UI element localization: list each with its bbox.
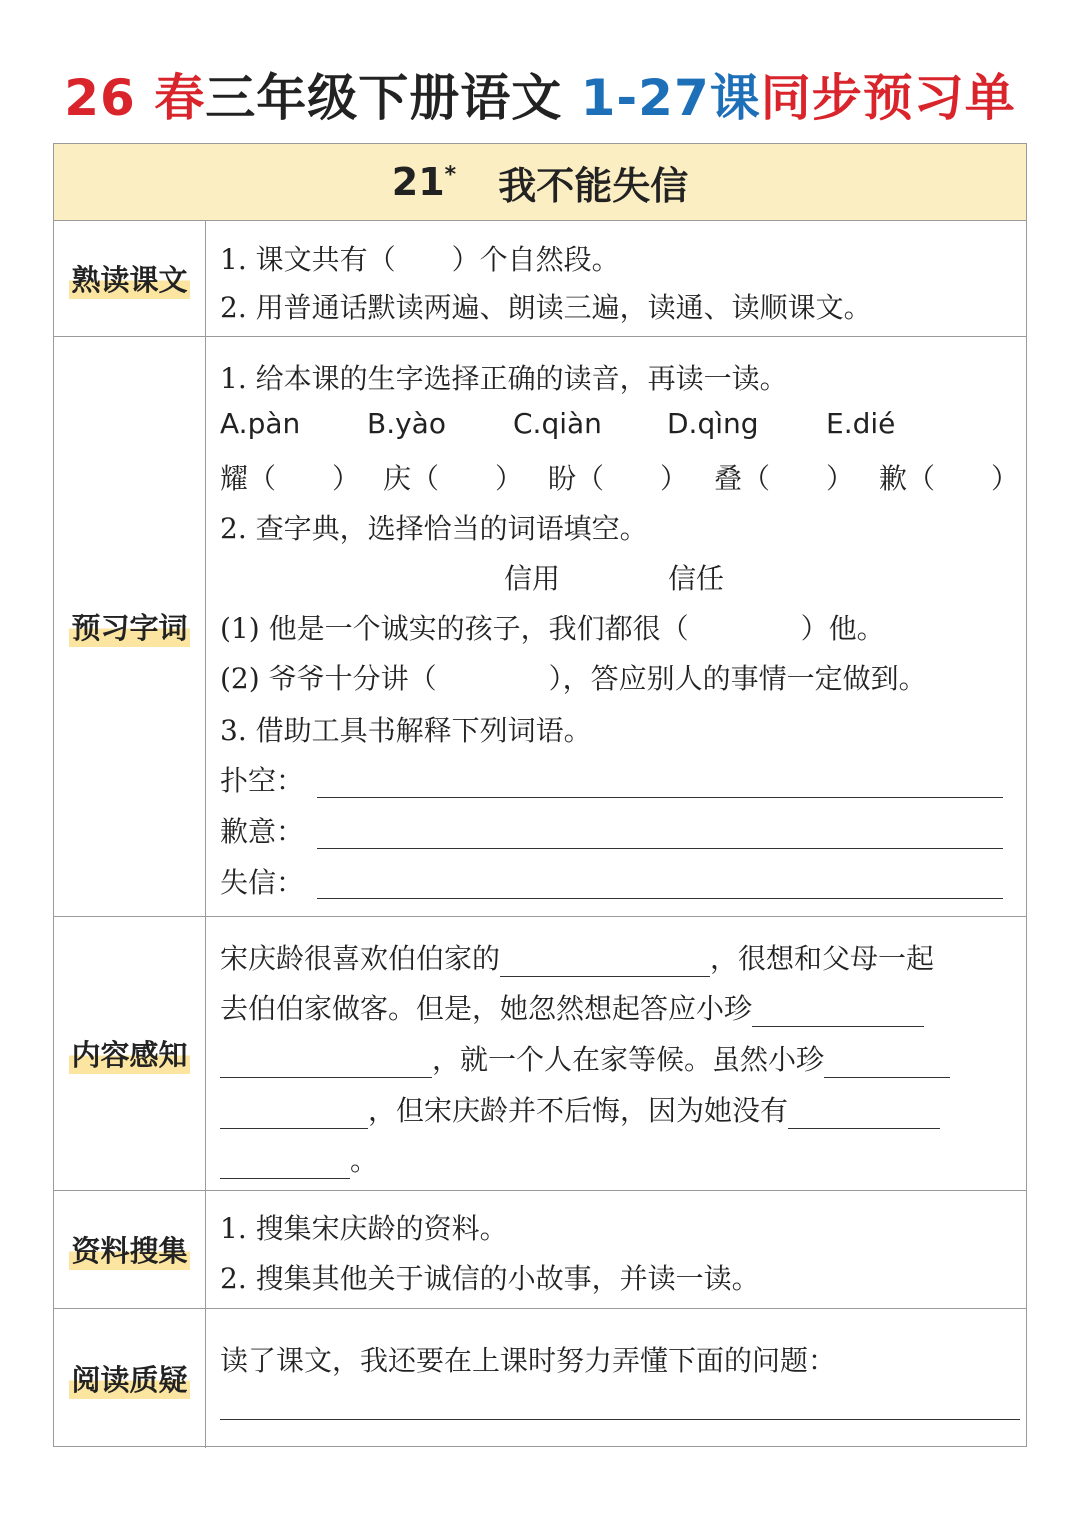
answer-line[interactable] xyxy=(317,898,1003,899)
term-label: 失信： xyxy=(220,866,305,899)
section-words xyxy=(54,337,1026,917)
content-line-1: 宋庆龄很喜欢伯伯家的 ，很想和父母一起 xyxy=(220,942,935,975)
title-range: 1-27 xyxy=(580,69,710,127)
content-line-5: 。 xyxy=(220,1139,378,1179)
read-item-1: 1. 课文共有（ ）个自然段。 xyxy=(220,243,620,276)
content-line-3: ，就一个人在家等候。虽然小珍 xyxy=(220,1038,950,1078)
words-question-1: 1. 给本课的生字选择正确的读音，再读一读。 xyxy=(220,362,788,395)
worksheet-table xyxy=(53,143,1027,1447)
fill-blank[interactable] xyxy=(220,1098,368,1129)
char-blank[interactable]: 盼（ ） xyxy=(548,462,689,495)
content-line-2: 去伯伯家做客。但是，她忽然想起答应小珍 xyxy=(220,987,924,1027)
title-lesson-word: 课 xyxy=(709,69,761,127)
title-term: 26 春 xyxy=(64,69,206,127)
lesson-header xyxy=(54,144,1026,221)
fill-sentence-1[interactable]: (1) 他是一个诚实的孩子，我们都很（ ）他。 xyxy=(220,612,885,645)
words-question-2: 2. 查字典，选择恰当的词语填空。 xyxy=(220,512,648,545)
section-label: 阅读质疑 xyxy=(69,1358,189,1399)
title-subtitle: 同步预习单 xyxy=(760,69,1016,127)
char-blank[interactable]: 歉（ ） xyxy=(879,462,1020,495)
answer-line[interactable] xyxy=(317,848,1003,849)
page-title xyxy=(0,58,1080,128)
section-label: 预习字词 xyxy=(69,606,189,647)
char-blank[interactable]: 叠（ ） xyxy=(714,462,855,495)
fill-blank[interactable] xyxy=(220,1047,432,1078)
char-blank[interactable]: 耀（ ） xyxy=(220,462,361,495)
section-label: 熟读课文 xyxy=(69,258,189,299)
fill-blank[interactable] xyxy=(788,1098,940,1129)
pinyin-option: C.qiàn xyxy=(513,407,602,440)
pinyin-option: E.dié xyxy=(826,407,896,440)
read-item-2: 2. 用普通话默读两遍、朗读三遍，读通、读顺课文。 xyxy=(220,291,872,324)
answer-line[interactable] xyxy=(317,797,1003,798)
content-line-4: ，但宋庆龄并不后悔，因为她没有 xyxy=(220,1089,940,1129)
word-choice: 信用 xyxy=(504,562,561,595)
pinyin-option: D.qìng xyxy=(667,407,759,440)
lesson-number: 21* xyxy=(391,160,457,204)
section-label: 资料搜集 xyxy=(69,1229,189,1270)
fill-blank[interactable] xyxy=(220,1148,350,1179)
section-read xyxy=(54,220,1026,337)
pinyin-option: B.yào xyxy=(367,407,446,440)
fill-blank[interactable] xyxy=(824,1047,950,1078)
fill-blank[interactable] xyxy=(752,996,924,1027)
collect-item-2: 2. 搜集其他关于诚信的小故事，并读一读。 xyxy=(220,1262,760,1295)
title-grade: 三年级下册语文 xyxy=(205,69,563,127)
section-collect xyxy=(54,1191,1026,1309)
question-prompt: 读了课文，我还要在上课时努力弄懂下面的问题： xyxy=(220,1344,837,1377)
word-choice: 信任 xyxy=(668,562,725,595)
collect-item-1: 1. 搜集宋庆龄的资料。 xyxy=(220,1212,508,1245)
answer-line[interactable] xyxy=(220,1419,1020,1420)
words-question-3: 3. 借助工具书解释下列词语。 xyxy=(220,714,592,747)
section-question xyxy=(54,1309,1026,1448)
term-label: 歉意： xyxy=(220,815,305,848)
char-blank[interactable]: 庆（ ） xyxy=(383,462,524,495)
fill-blank[interactable] xyxy=(500,946,710,977)
section-label: 内容感知 xyxy=(69,1033,189,1074)
section-content xyxy=(54,917,1026,1191)
term-label: 扑空： xyxy=(220,764,305,797)
pinyin-option: A.pàn xyxy=(220,407,301,440)
lesson-name: 我不能失信 xyxy=(498,163,689,208)
fill-sentence-2[interactable]: (2) 爷爷十分讲（ ），答应别人的事情一定做到。 xyxy=(220,662,927,695)
